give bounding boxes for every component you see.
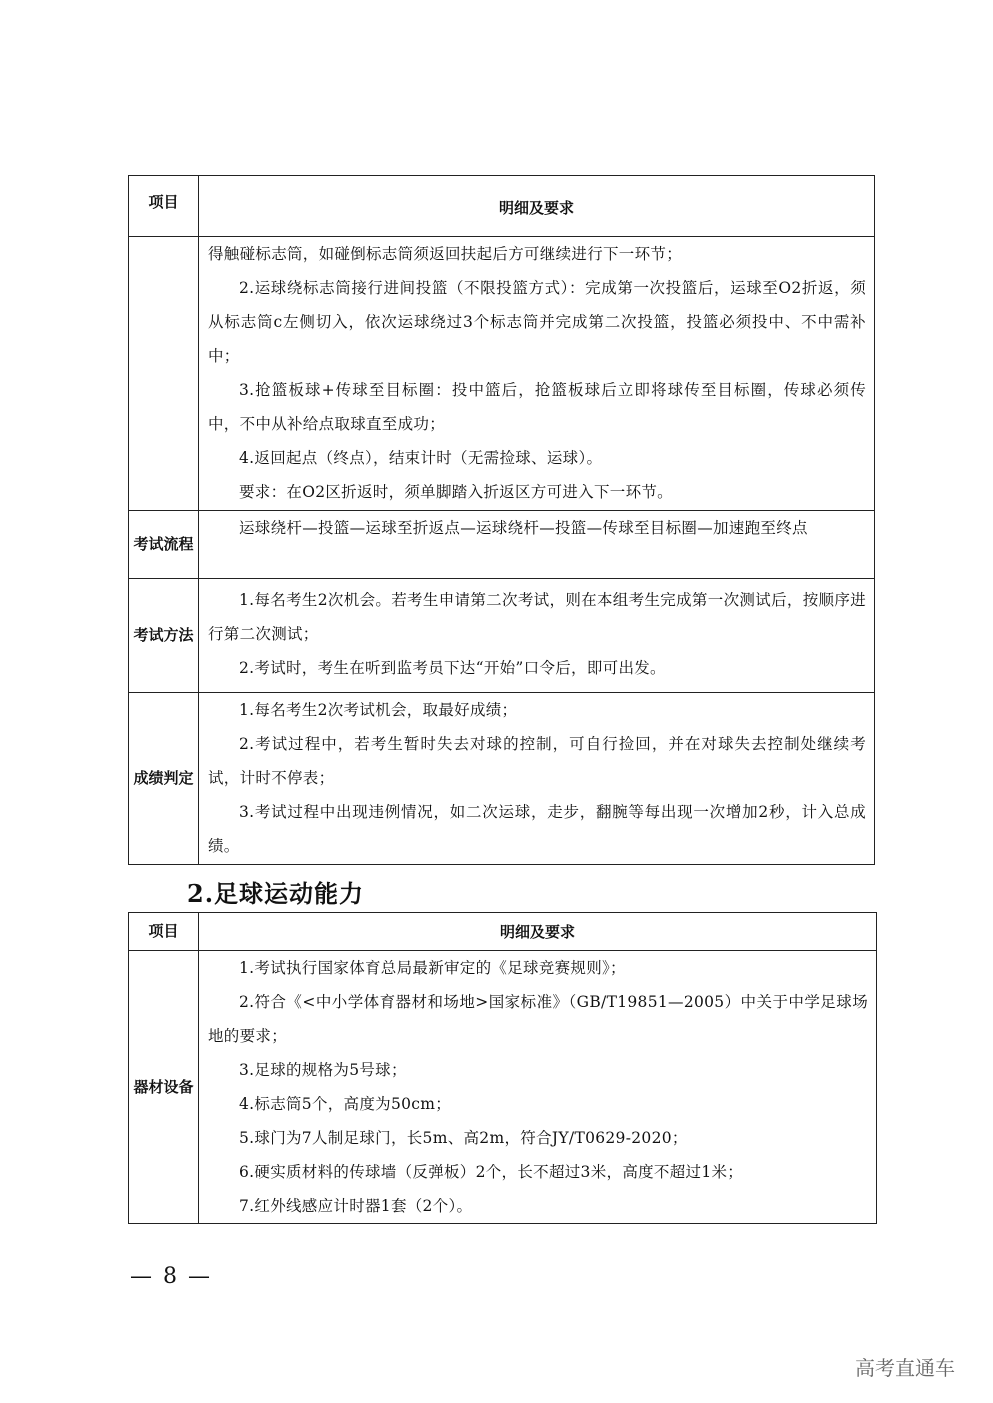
page-number: — 8 — <box>130 1264 212 1289</box>
paragraph: 要求：在O2区折返时，须单脚踏入折返区方可进入下一环节。 <box>239 483 673 501</box>
table-row <box>129 511 875 579</box>
paragraph: 4.返回起点（终点），结束计时（无需捡球、运球）。 <box>239 449 603 467</box>
paragraph: 4.标志筒5个，高度为50cm； <box>239 1095 452 1113</box>
paragraph: 2.运球绕标志筒接行进间投篮（不限投篮方式）：完成第一次投篮后，运球至O2折返，须从标志筒c左侧切入，依次运球绕过3个标志筒并完成第二次投篮，投篮必须投中、不中需补中； <box>208 279 866 365</box>
paragraph: 3.考试过程中出现违例情况，如二次运球，走步，翻腕等每出现一次增加2秒，计入总成绩。 <box>208 803 866 855</box>
paragraph: 5.球门为7人制足球门，长5m、高2m，符合JY/T0629-2020； <box>239 1129 688 1147</box>
row-label: 考试流程 <box>129 511 199 579</box>
paragraph: 得触碰标志筒，如碰倒标志筒须返回扶起后方可继续进行下一环节； <box>208 245 683 263</box>
table-header-row <box>129 176 875 237</box>
paragraph: 运球绕杆—投篮—运球至折返点—运球绕杆—投篮—传球至目标圈—加速跑至终点 <box>239 519 808 537</box>
paragraph: 1.考试执行国家体育总局最新审定的《足球竞赛规则》； <box>239 959 626 977</box>
paragraph: 3.足球的规格为5号球； <box>239 1061 407 1079</box>
header-details: 明细及要求 <box>199 913 877 951</box>
paragraph: 6.硬实质材料的传球墙（反弹板）2个，长不超过3米，高度不超过1米； <box>239 1163 744 1181</box>
paragraph: 2.考试过程中，若考生暂时失去对球的控制，可自行捡回，并在对球失去控制处继续考试，计时不停表； <box>208 735 866 787</box>
paragraph: 1.每名考生2次考试机会，取最好成绩； <box>239 701 518 719</box>
section-title: 2.足球运动能力 <box>187 879 365 908</box>
row-label: 考试方法 <box>129 579 199 693</box>
table-row <box>129 237 875 511</box>
paragraph: 2.符合《<中小学体育器材和场地>国家标准》（GB/T19851—2005）中关于中学足球场地的要求； <box>208 993 868 1045</box>
paragraph: 1.每名考生2次机会。若考生申请第二次考试，则在本组考生完成第一次测试后，按顺序进行第二次测试； <box>208 591 866 643</box>
table-row <box>129 951 877 1224</box>
table-header-row <box>129 913 877 951</box>
paragraph: 3.抢篮板球+传球至目标圈：投中篮后，抢篮板球后立即将球传至目标圈，传球必须传中，不中从补给点取球直至成功； <box>208 381 866 433</box>
row-content <box>199 237 875 511</box>
watermark: 高考直通车 <box>855 1356 955 1380</box>
football-table <box>128 912 877 1224</box>
paragraph: 2.考试时，考生在听到监考员下达“开始”口令后，即可出发。 <box>239 659 666 677</box>
header-item: 项目 <box>129 176 199 237</box>
row-label: 器材设备 <box>129 951 199 1224</box>
header-details: 明细及要求 <box>199 176 875 237</box>
row-label <box>129 237 199 511</box>
row-content <box>199 511 875 579</box>
row-content <box>199 693 875 865</box>
table-row <box>129 693 875 865</box>
basketball-table <box>128 175 875 865</box>
row-content <box>199 951 877 1224</box>
row-content <box>199 579 875 693</box>
table-row <box>129 579 875 693</box>
header-item: 项目 <box>129 913 199 951</box>
paragraph: 7.红外线感应计时器1套（2个）。 <box>239 1197 473 1215</box>
row-label: 成绩判定 <box>129 693 199 865</box>
